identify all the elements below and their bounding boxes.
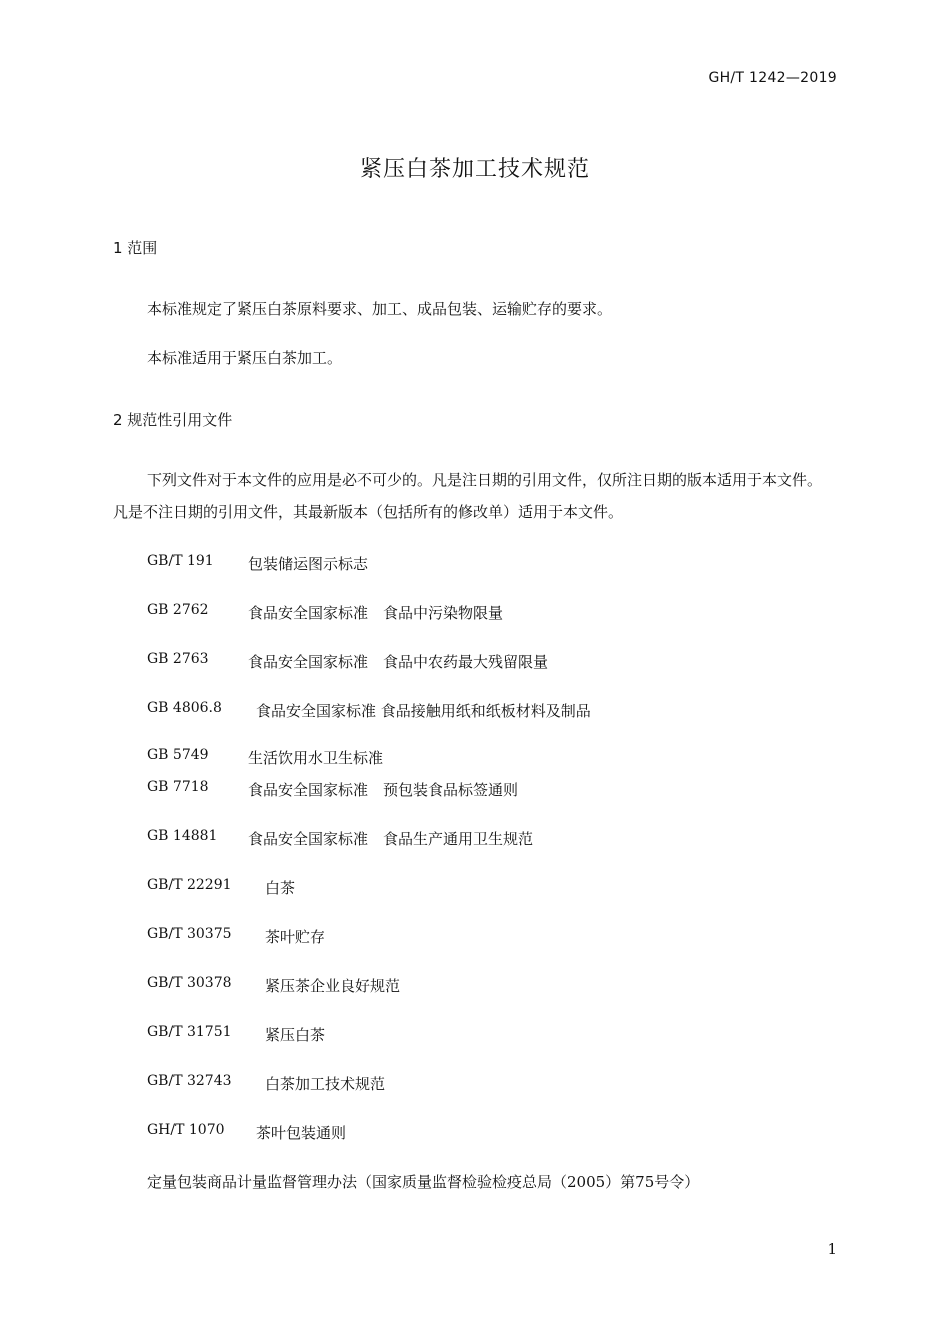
section-heading-references: 2 规范性引用文件 (113, 411, 233, 429)
reference-title: 白茶 (265, 879, 296, 897)
document-title: 紧压白茶加工技术规范 (359, 157, 590, 182)
reference-title: 食品安全国家标准 预包装食品标签通则 (248, 781, 519, 799)
reference-code: GB 14881 (147, 828, 218, 844)
scope-paragraph-2: 本标准适用于紧压白茶加工。 (147, 349, 343, 367)
reference-title: 白茶加工技术规范 (265, 1075, 386, 1093)
reference-title: 茶叶贮存 (265, 928, 326, 946)
page-number: 1 (827, 1240, 837, 1258)
reference-code: GB 2762 (147, 602, 209, 618)
standard-code: GH/T 1242—2019 (708, 70, 837, 86)
references-intro-text: 下列文件对于本文件的应用是必不可少的。凡是注日期的引用文件，仅所注日期的版本适用于本文件。凡是不注日期的引用文件，其最新版本（包括所有的修改单）适用于本文件。 (113, 471, 823, 521)
reference-code: GH/T 1070 (147, 1122, 225, 1138)
reference-title: 食品安全国家标准 食品生产通用卫生规范 (248, 830, 534, 848)
reference-code: GB 2763 (147, 651, 209, 667)
reference-code: GB 5749 (147, 747, 209, 763)
reference-title: 包装储运图示标志 (248, 555, 369, 573)
reference-code: GB/T 32743 (147, 1073, 232, 1089)
scope-paragraph-1: 本标准规定了紧压白茶原料要求、加工、成品包装、运输贮存的要求。 (147, 300, 613, 318)
reference-title: 茶叶包装通则 (256, 1124, 347, 1142)
reference-code: GB 7718 (147, 779, 209, 795)
reference-title: 食品安全国家标准 食品接触用纸和纸板材料及制品 (256, 702, 591, 720)
reference-code: GB/T 22291 (147, 877, 232, 893)
reference-title: 生活饮用水卫生标准 (248, 749, 384, 767)
section-heading-scope: 1 范围 (113, 239, 158, 257)
reference-title: 紧压茶企业良好规范 (265, 977, 401, 995)
reference-code: GB/T 30375 (147, 926, 232, 942)
references-intro (113, 464, 835, 528)
reference-title: 食品安全国家标准 食品中污染物限量 (248, 604, 504, 622)
reference-title: 紧压白茶 (265, 1026, 326, 1044)
reference-code: GB/T 191 (147, 553, 214, 569)
reference-code: GB/T 30378 (147, 975, 232, 991)
reference-title: 食品安全国家标准 食品中农药最大残留限量 (248, 653, 549, 671)
regulation-reference: 定量包装商品计量监督管理办法（国家质量监督检验检疫总局（2005）第75号令） (147, 1173, 700, 1191)
reference-code: GB 4806.8 (147, 700, 222, 716)
reference-code: GB/T 31751 (147, 1024, 232, 1040)
